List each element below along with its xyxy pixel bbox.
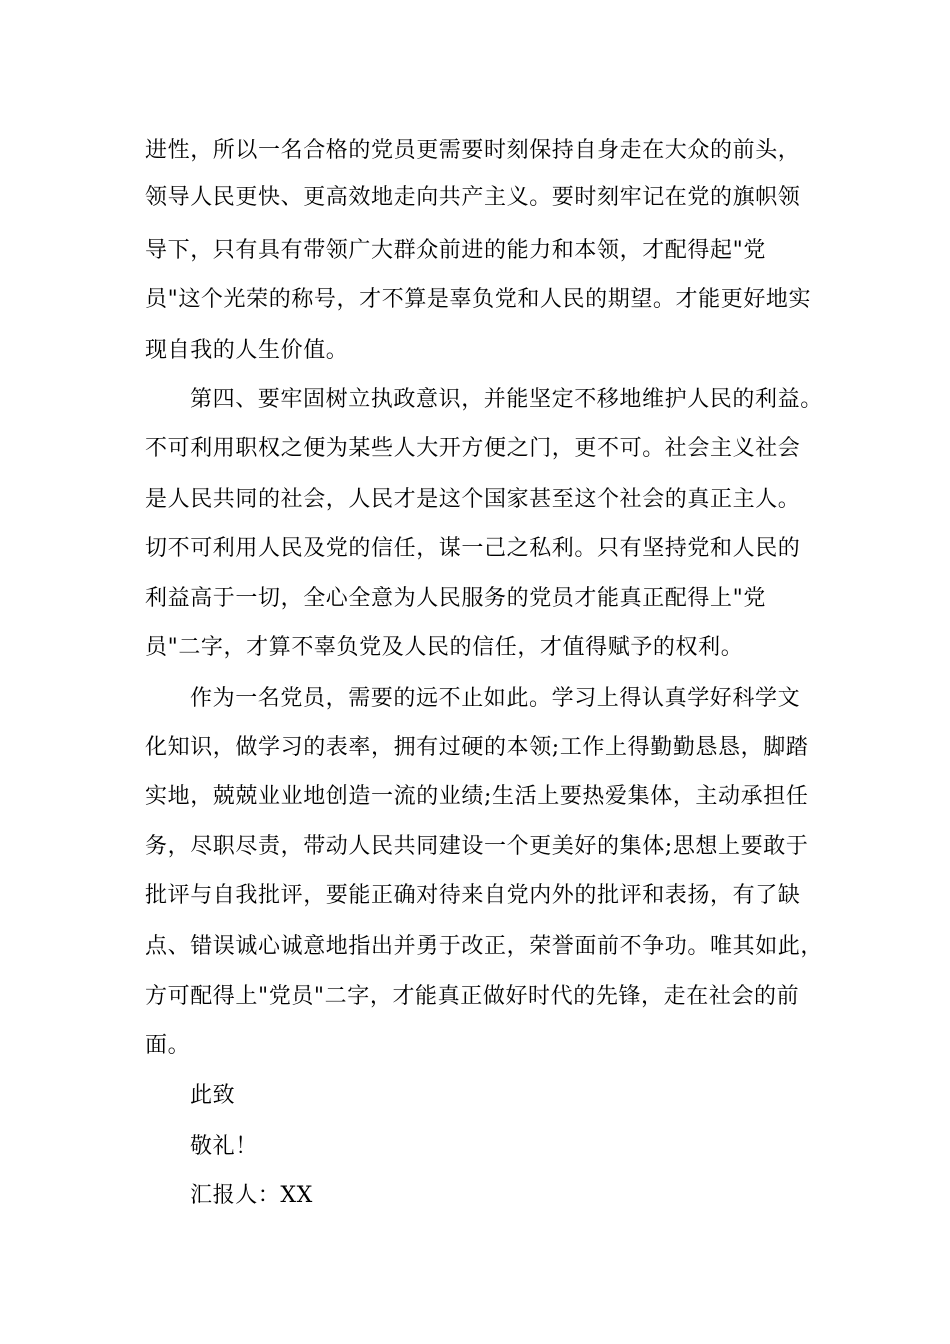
paragraph-line: 务，尽职尽责，带动人民共同建设一个更美好的集体;思想上要敢于 <box>145 834 809 859</box>
paragraph-line: 员"这个光荣的称号，才不算是辜负党和人民的期望。才能更好地实 <box>145 287 812 312</box>
paragraph-line: 方可配得上"党员"二字，才能真正做好时代的先锋，走在社会的前 <box>145 984 800 1009</box>
paragraph-line: 领导人民更快、更高效地走向共产主义。要时刻牢记在党的旗帜领 <box>145 185 801 210</box>
paragraph-line: 切不可利用人民及党的信任，谋一己之私利。只有坚持党和人民的 <box>145 536 801 561</box>
paragraph-line: 面。 <box>145 1033 191 1058</box>
paragraph-line: 员"二字，才算不辜负党及人民的信任，才值得赋予的权利。 <box>145 635 744 660</box>
paragraph-line: 利益高于一切，全心全意为人民服务的党员才能真正配得上"党 <box>145 586 766 611</box>
closing-regards: 敬礼！ <box>190 1134 258 1159</box>
paragraph-line: 是人民共同的社会，人民才是这个国家甚至这个社会的真正主人。 <box>145 487 801 512</box>
paragraph-line: 批评与自我批评，要能正确对待来自党内外的批评和表扬，有了缺 <box>145 883 801 908</box>
paragraph-line: 实地，兢兢业业地创造一流的业绩;生活上要热爱集体，主动承担任 <box>145 784 809 809</box>
paragraph-line: 点、错误诚心诚意地指出并勇于改正，荣誉面前不争功。唯其如此， <box>145 934 824 959</box>
closing-signature: 汇报人：XX <box>190 1183 313 1208</box>
paragraph-line: 现自我的人生价值。 <box>145 338 349 363</box>
paragraph-line: 不可利用职权之便为某些人大开方便之门，更不可。社会主义社会 <box>145 436 801 461</box>
paragraph-line: 化知识，做学习的表率，拥有过硬的本领;工作上得勤勤恳恳，脚踏 <box>145 735 809 760</box>
paragraph-line: 进性，所以一名合格的党员更需要时刻保持自身走在大众的前头， <box>145 138 801 163</box>
paragraph-line: 导下，只有具有带领广大群众前进的能力和本领，才配得起"党 <box>145 238 766 263</box>
closing-salutation: 此致 <box>190 1083 236 1108</box>
paragraph-line: 作为一名党员，需要的远不止如此。学习上得认真学好科学文 <box>190 686 801 711</box>
paragraph-line: 第四、要牢固树立执政意识，并能坚定不移地维护人民的利益。 <box>190 387 823 412</box>
